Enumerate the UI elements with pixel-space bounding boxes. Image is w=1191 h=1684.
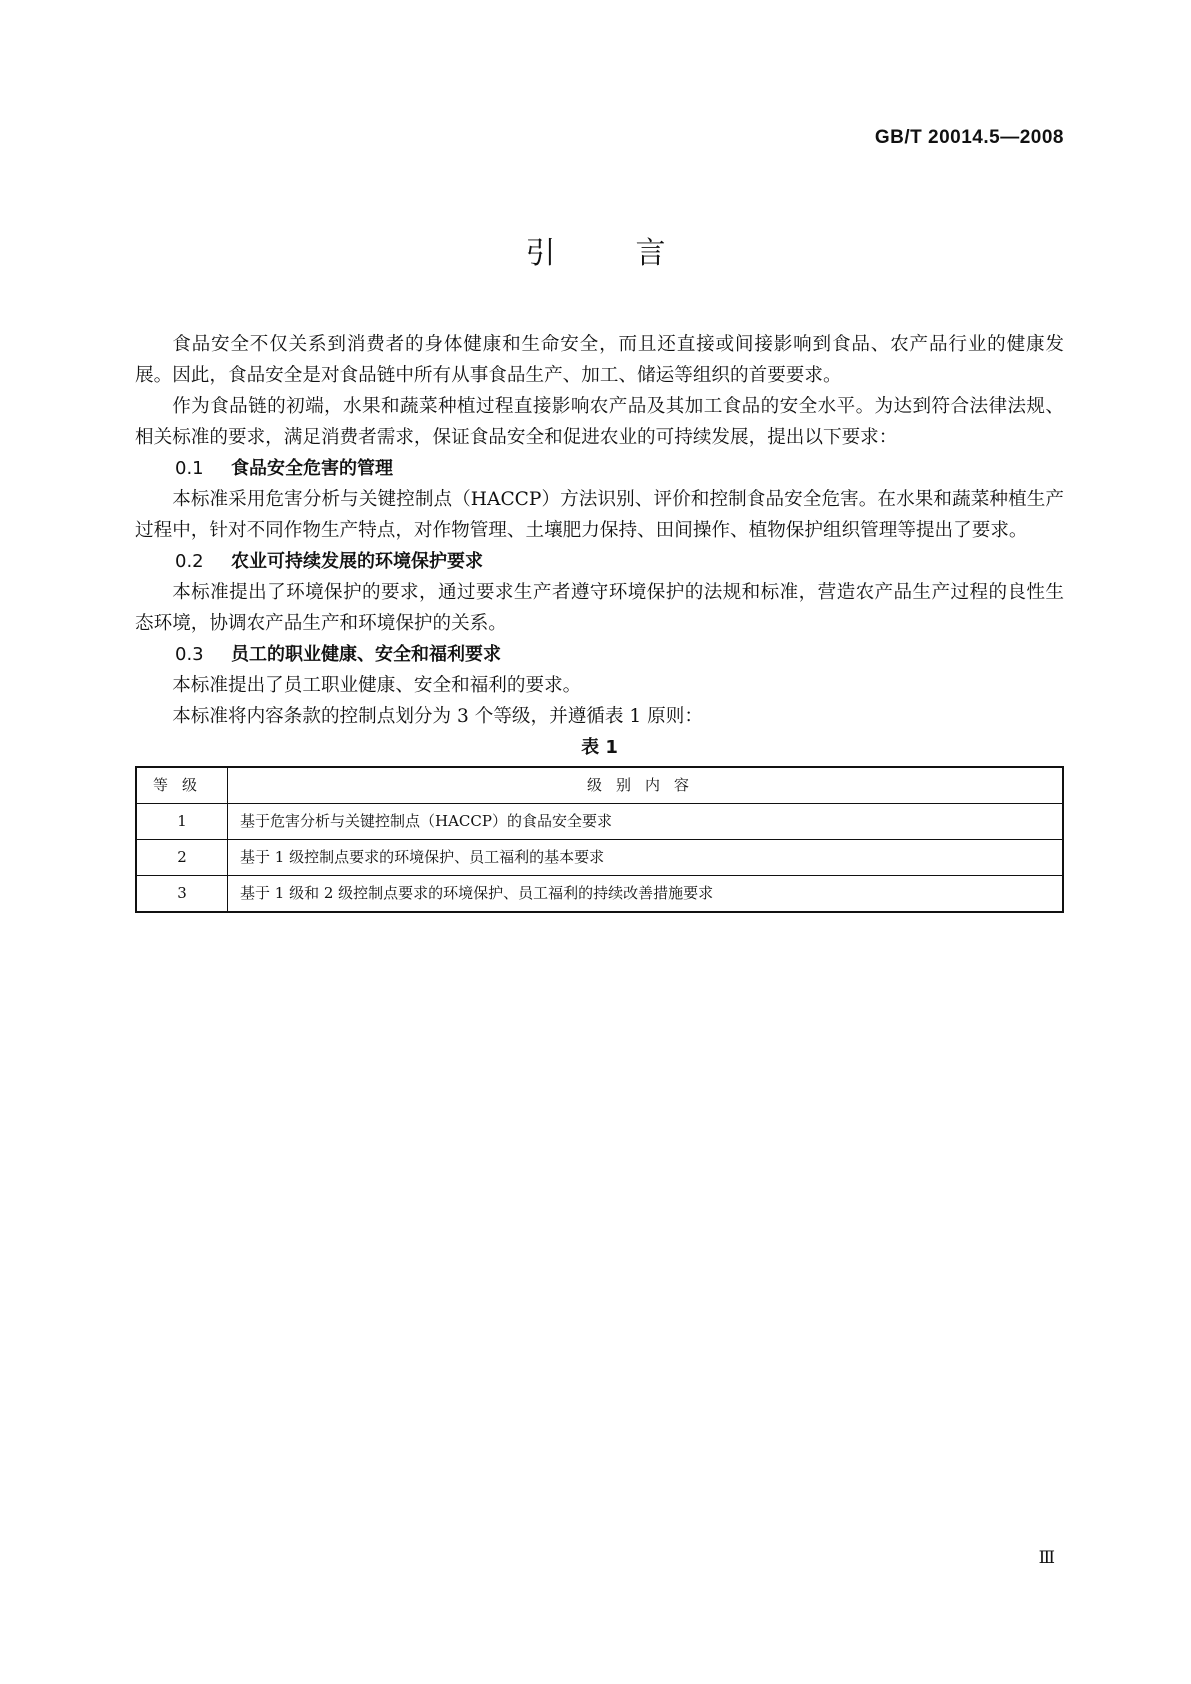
standard-number: GB/T 20014.5—2008 bbox=[874, 127, 1064, 148]
section-body-0-2: 本标准提出了环境保护的要求，通过要求生产者遵守环境保护的法规和标准，营造农产品生产过程的良性生态环境，协调农产品生产和环境保护的关系。 bbox=[135, 582, 1064, 634]
section-title: 员工的职业健康、安全和福利要求 bbox=[231, 644, 501, 665]
section-title: 食品安全危害的管理 bbox=[231, 458, 393, 479]
page-title: 引言 bbox=[525, 236, 746, 271]
document-body bbox=[135, 329, 1064, 913]
level-table bbox=[135, 766, 1064, 913]
table-row bbox=[136, 804, 1063, 840]
section-number: 0.3 bbox=[175, 644, 204, 665]
section-heading-0-2 bbox=[135, 546, 1064, 577]
table-header-content: 级别内容 bbox=[228, 767, 1064, 804]
closing-paragraph: 本标准将内容条款的控制点划分为 3 个等级，并遵循表 1 原则： bbox=[172, 706, 703, 727]
table-header-level: 等级 bbox=[136, 767, 228, 804]
page-number: Ⅲ bbox=[1038, 1548, 1055, 1568]
table-cell-content: 基于危害分析与关键控制点（HACCP）的食品安全要求 bbox=[228, 804, 1064, 840]
table-cell-level: 1 bbox=[136, 804, 228, 840]
intro-paragraph-2: 作为食品链的初端，水果和蔬菜种植过程直接影响农产品及其加工食品的安全水平。为达到符合法律法规、相关标准的要求，满足消费者需求，保证食品安全和促进农业的可持续发展，提出以下要求： bbox=[135, 396, 1064, 448]
section-body-0-3: 本标准提出了员工职业健康、安全和福利的要求。 bbox=[172, 675, 582, 696]
table-cell-content: 基于 1 级控制点要求的环境保护、员工福利的基本要求 bbox=[228, 840, 1064, 876]
table-cell-level: 3 bbox=[136, 876, 228, 913]
section-number: 0.1 bbox=[175, 458, 204, 479]
table-row bbox=[136, 840, 1063, 876]
section-body-0-1: 本标准采用危害分析与关键控制点（HACCP）方法识别、评价和控制食品安全危害。在水果和蔬菜种植生产过程中，针对不同作物生产特点，对作物管理、土壤肥力保持、田间操作、植物保护组织管理等提出了要求。 bbox=[135, 489, 1064, 541]
table-cell-content: 基于 1 级和 2 级控制点要求的环境保护、员工福利的持续改善措施要求 bbox=[228, 876, 1064, 913]
section-heading-0-1 bbox=[135, 453, 1064, 484]
table-caption: 表 1 bbox=[581, 737, 618, 758]
table-cell-level: 2 bbox=[136, 840, 228, 876]
intro-paragraph-1: 食品安全不仅关系到消费者的身体健康和生命安全，而且还直接或间接影响到食品、农产品行业的健康发展。因此，食品安全是对食品链中所有从事食品生产、加工、储运等组织的首要要求。 bbox=[135, 334, 1064, 386]
section-heading-0-3 bbox=[135, 639, 1064, 670]
section-number: 0.2 bbox=[175, 551, 204, 572]
table-header-row bbox=[136, 767, 1063, 804]
section-title: 农业可持续发展的环境保护要求 bbox=[231, 551, 483, 572]
table-row bbox=[136, 876, 1063, 913]
